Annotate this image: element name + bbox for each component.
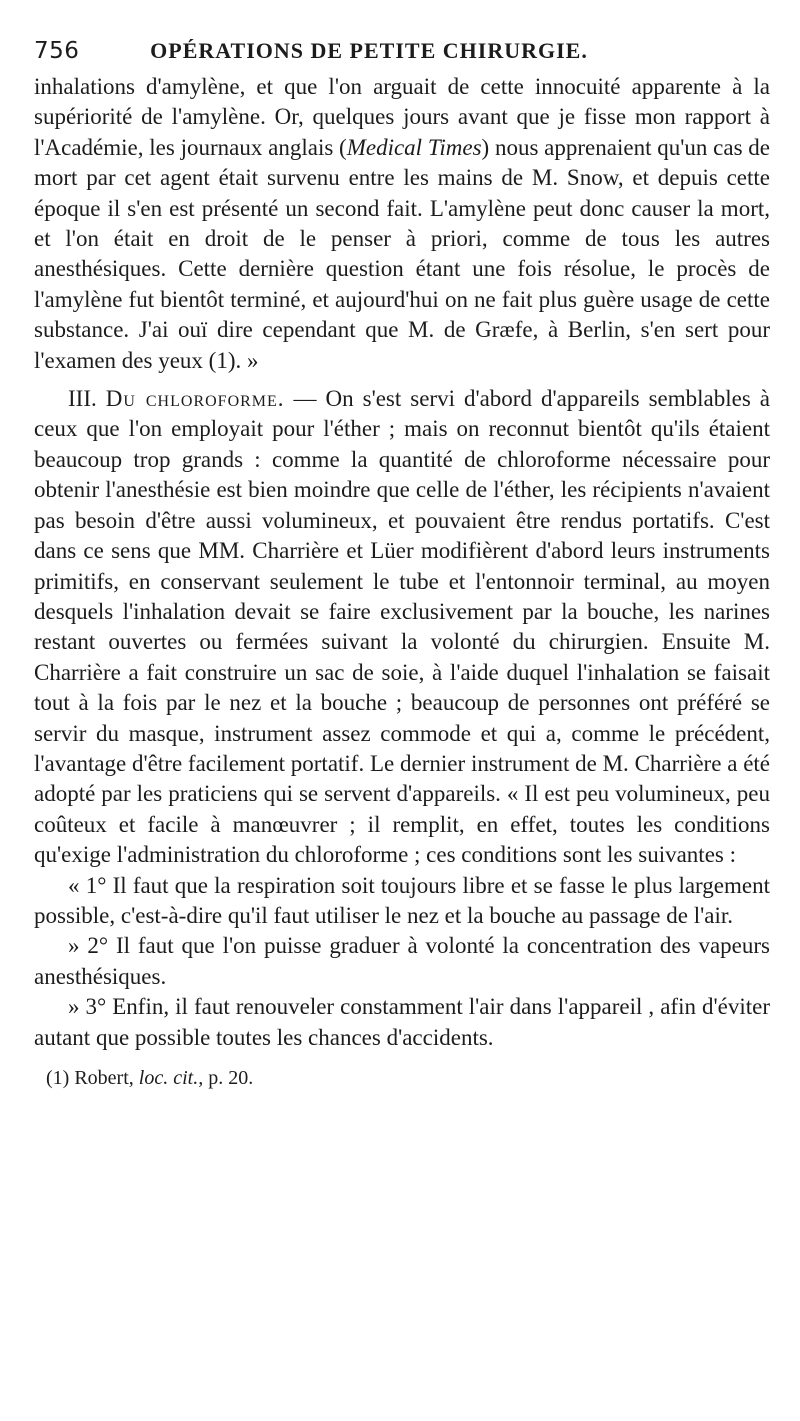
body-text <box>34 72 770 1053</box>
page-header <box>34 38 770 72</box>
footnote-marker: (1) Robert, <box>46 1067 139 1089</box>
condition-item-3: » 3° Enfin, il faut renouveler constamment l'air dans l'appareil , afin d'éviter autant que possible toutes les chances d'accidents. <box>34 994 770 1050</box>
paragraph-amylene-rest: ) nous apprenaient qu'un cas de mort par cet agent était survenu entre les mains de M. Snow, et depuis cette époque il s'en est présenté un second fait. L'amylène peut donc causer la mort, et l'on était en droit de le penser à priori, comme de tous les autres anesthésiques. Cette dernière question étant une fois résolue, le procès de l'amylène fut bientôt terminé, et aujourd'hui on ne fait plus guère usage de cette substance. J'ai ouï dire cependant que M. de Græfe, à Berlin, s'en sert pour l'examen des yeux (1). » <box>34 134 770 373</box>
section-heading: Du chloroforme. <box>105 386 285 412</box>
paragraph-chloroform <box>34 384 770 871</box>
book-page <box>34 38 770 1091</box>
paragraph-amylene-text: inhalations d'amylène, et que l'on arguait de cette innocuité apparente à la supériorité de l'amylène. Or, quelques jours avant que je fisse mon rapport à l'Académie, les journaux anglais ( <box>34 74 770 160</box>
condition-item-2: » 2° Il faut que l'on puisse graduer à volonté la concentration des vapeurs anesthésiques. <box>34 933 770 989</box>
footnote-ref: loc. cit., <box>138 1067 204 1089</box>
footnote <box>34 1065 770 1091</box>
paragraph-amylene <box>34 72 770 376</box>
journal-title: Medical Times <box>346 134 482 160</box>
page-number: 756 <box>34 38 80 64</box>
footnote-page: p. 20. <box>203 1067 254 1089</box>
section-number: III. <box>68 386 97 412</box>
paragraph-chloroform-text: — On s'est servi d'abord d'appareils semblables à ceux que l'on employait pour l'éther ; mais on reconnut bientôt qu'ils étaient beaucoup trop grands : comme la quantité de chloroforme nécessaire pour obtenir l'anesthésie est bien moindre que celle de l'éther, les récipients n'avaient pas besoin d'être aussi volumineux, et pouvaient être rendus portatifs. C'est dans ce sens que MM. Charrière et Lüer modifièrent d'abord leurs instruments primitifs, en conservant seulement le tube et l'entonnoir terminal, au moyen desquels l'inhalation devait se faire exclusivement par la bouche, les narines restant ouvertes ou fermées suivant la volonté du chirurgien. Ensuite M. Charrière a fait construire un sac de soie, à l'aide duquel l'inhalation se faisait tout à la fois par le nez et la bouche ; beaucoup de personnes ont préféré se servir du masque, instrument assez commode et qui a, comme le précédent, l'avantage d'être facilement portatif. Le dernier instrument de M. Charrière a été adopté par les praticiens qui se servent d'appareils. « Il est peu volumineux, peu coûteux et facile à manœuvrer ; il remplit, en effet, toutes les conditions qu'exige l'administration du chloroforme ; ces conditions sont les suivantes : <box>34 386 770 868</box>
condition-item-1: « 1° Il faut que la respiration soit toujours libre et se fasse le plus largement possible, c'est-à-dire qu'il faut utiliser le nez et la bouche au passage de l'air. <box>34 872 770 928</box>
running-title: OPÉRATIONS DE PETITE CHIRURGIE. <box>150 38 588 63</box>
